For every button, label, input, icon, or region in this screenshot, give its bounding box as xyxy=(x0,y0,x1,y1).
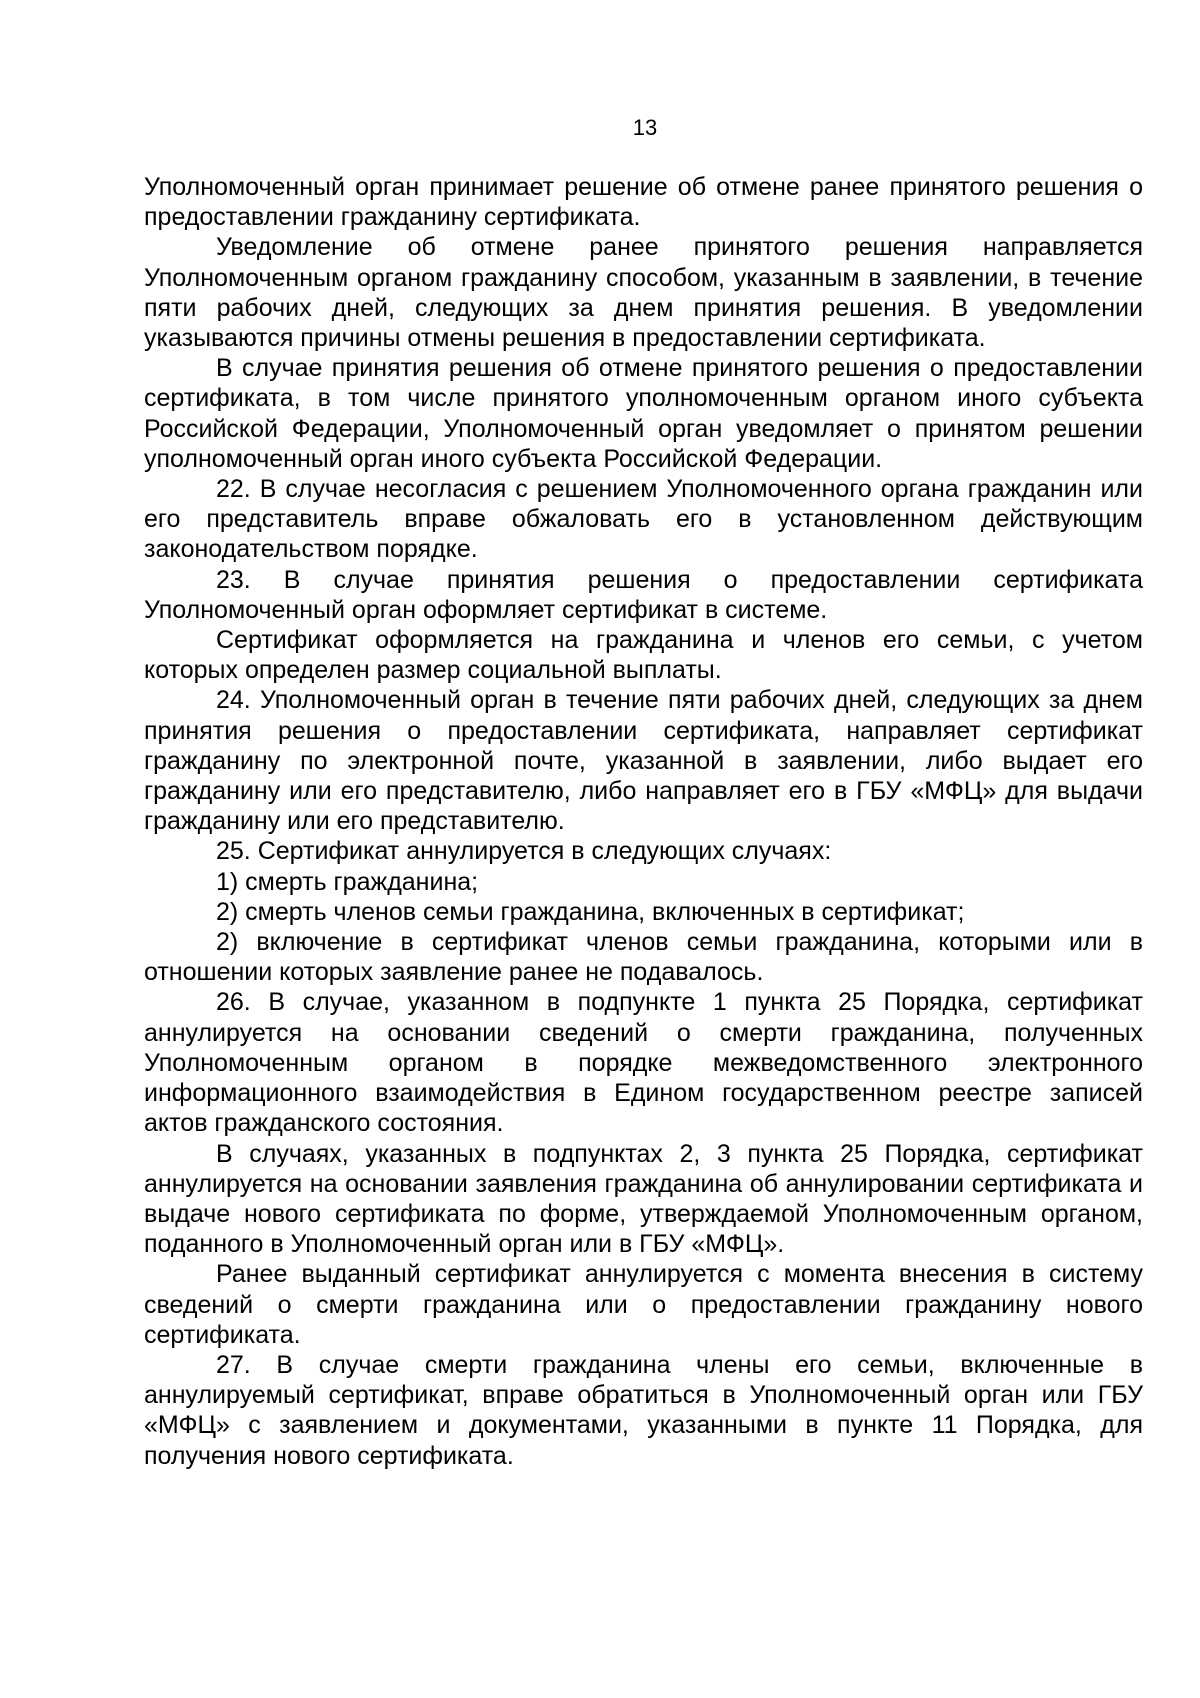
document-body xyxy=(144,172,1143,1471)
paragraph-previous-certificate: Ранее выданный сертификат аннулируется с момента внесения в систему сведений о смерти гражданина или о предоставлении гражданину нового сертификата. xyxy=(144,1260,1143,1349)
list-item-death-family: 2) смерть членов семьи гражданина, включенных в сертификат; xyxy=(216,897,965,926)
paragraph-cancellation-by-application: В случаях, указанных в подпунктах 2, 3 пункта 25 Порядка, сертификат аннулируется на основании заявления гражданина об аннулировании сертификата и выдаче нового сертификата по форме, утверждаемой Уполномоченным органом, поданного в Уполномоченный орган или в ГБУ «МФЦ». xyxy=(144,1139,1143,1259)
paragraph-item-22: 22. В случае несогласия с решением Уполномоченного органа гражданин или его представитель вправе обжаловать его в установленном действующим законодательством порядке. xyxy=(144,475,1143,564)
paragraph-decision-cancel: Уполномоченный орган принимает решение об отмене ранее принятого решения о предоставлении гражданину сертификата. xyxy=(144,173,1143,232)
list-item-family-inclusion: 2) включение в сертификат членов семьи гражданина, которыми или в отношении которых заявление ранее не подавалось. xyxy=(144,928,1143,987)
paragraph-item-24: 24. Уполномоченный орган в течение пяти рабочих дней, следующих за днем принятия решения о предоставлении сертификата, направляет сертификат гражданину по электронной почте, указанной в заявлении, либо выдает его гражданину или его представителю, либо направляет его в ГБУ «МФЦ» для выдачи гражданину или его представителю. xyxy=(144,686,1143,836)
list-item-death-citizen: 1) смерть гражданина; xyxy=(216,867,479,896)
paragraph-item-27: 27. В случае смерти гражданина члены его семьи, включенные в аннулируемый сертификат, вправе обратиться в Уполномоченный орган или ГБУ «МФЦ» с заявлением и документами, указанными в пункте 11 Порядка, для получения нового сертификата. xyxy=(144,1350,1143,1470)
paragraph-item-23: 23. В случае принятия решения о предоставлении сертификата Уполномоченный орган оформляет сертификат в системе. xyxy=(144,565,1143,624)
paragraph-other-subject-notice: В случае принятия решения об отмене принятого решения о предоставлении сертификата, в том числе принятого уполномоченным органом иного субъекта Российской Федерации, Уполномоченный орган уведомляет о принятом решении уполномоченный орган иного субъекта Российской Федерации. xyxy=(144,354,1143,473)
paragraph-certificate-issued: Сертификат оформляется на гражданина и членов его семьи, с учетом которых определен размер социальной выплаты. xyxy=(144,626,1143,685)
paragraph-item-25: 25. Сертификат аннулируется в следующих случаях: xyxy=(216,837,832,866)
page-number: 13 xyxy=(632,115,658,140)
paragraph-cancel-notice: Уведомление об отмене ранее принятого решения направляется Уполномоченным органом гражданину способом, указанным в заявлении, в течение пяти рабочих дней, следующих за днем принятия решения. В уведомлении указываются причины отмены решения в предоставлении сертификата. xyxy=(144,233,1143,353)
paragraph-item-26: 26. В случае, указанном в подпункте 1 пункта 25 Порядка, сертификат аннулируется на основании сведений о смерти гражданина, полученных Уполномоченным органом в порядке межведомственного электронного информационного взаимодействия в Едином государственном реестре записей актов гражданского состояния. xyxy=(144,988,1143,1138)
